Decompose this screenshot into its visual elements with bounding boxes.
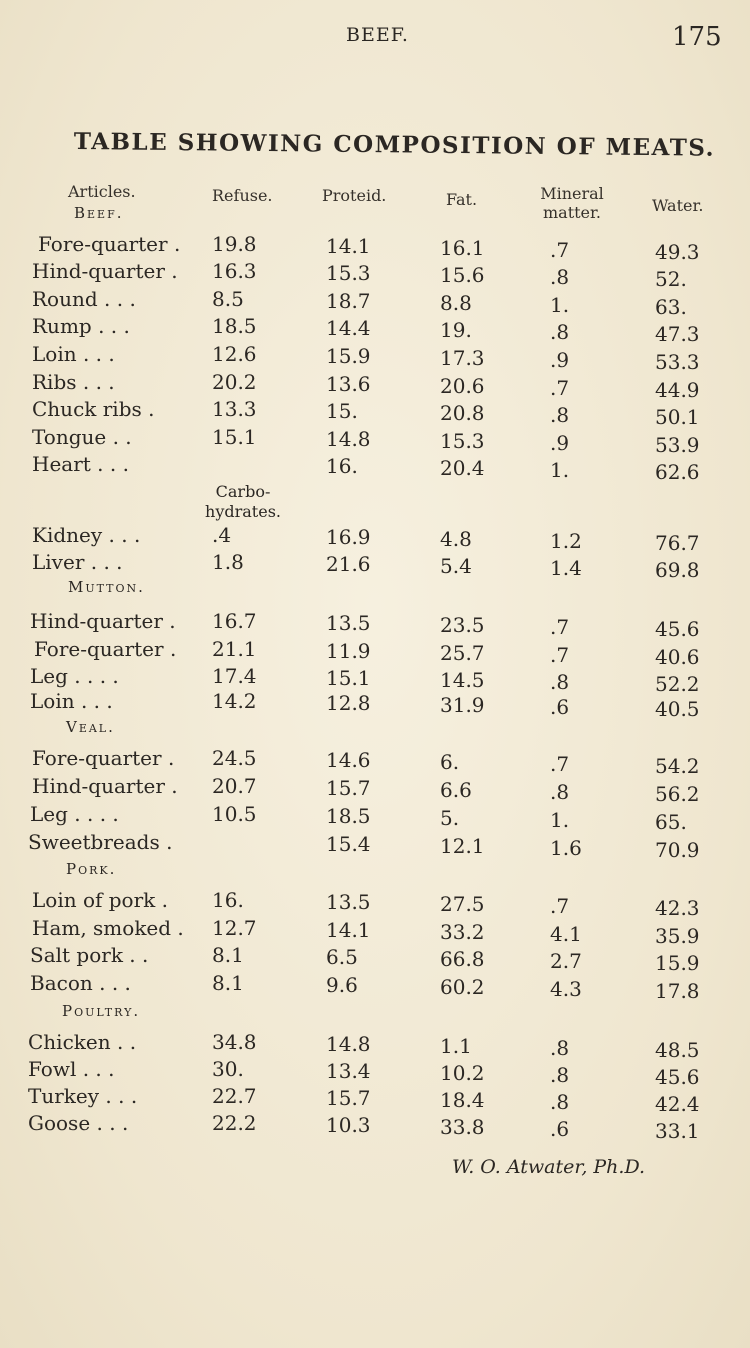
table-row bbox=[0, 259, 750, 291]
article-name: Hind-quarter . bbox=[32, 259, 178, 283]
water-value: 62.6 bbox=[655, 460, 700, 484]
water-value: 15.9 bbox=[655, 951, 700, 975]
article-name: Bacon . . . bbox=[30, 971, 131, 995]
article-name: Turkey . . . bbox=[28, 1084, 138, 1108]
table-row bbox=[0, 314, 750, 346]
mineral-value: 4.1 bbox=[550, 922, 582, 946]
fat-value: 23.5 bbox=[440, 613, 485, 637]
proteid-value: 15.7 bbox=[326, 776, 371, 800]
refuse-value: 34.8 bbox=[212, 1030, 257, 1054]
table-row bbox=[0, 287, 750, 319]
table-row bbox=[0, 971, 750, 1003]
refuse-value: 17.4 bbox=[212, 664, 257, 688]
proteid-value: 15.9 bbox=[326, 344, 371, 368]
refuse-value: 12.7 bbox=[212, 916, 257, 940]
article-name: Fore-quarter . bbox=[32, 746, 175, 770]
table-row bbox=[0, 637, 750, 669]
mineral-value: 2.7 bbox=[550, 949, 582, 973]
article-name: Liver . . . bbox=[32, 550, 123, 574]
article-name: Round . . . bbox=[32, 287, 136, 311]
refuse-value: 8.5 bbox=[212, 287, 244, 311]
fat-value: 5. bbox=[440, 806, 460, 830]
article-name: Tongue . . bbox=[32, 425, 132, 449]
refuse-value: 21.1 bbox=[212, 637, 257, 661]
water-value: 17.8 bbox=[655, 979, 700, 1003]
mineral-value: .8 bbox=[550, 1036, 570, 1060]
table-row bbox=[0, 523, 750, 555]
proteid-value: 13.5 bbox=[326, 890, 371, 914]
header-fat: Fat. bbox=[446, 190, 478, 209]
proteid-value: 13.5 bbox=[326, 611, 371, 635]
fat-value: 33.8 bbox=[440, 1115, 485, 1139]
refuse-value: 16.7 bbox=[212, 609, 257, 633]
refuse-value: 8.1 bbox=[212, 971, 244, 995]
article-name: Kidney . . . bbox=[32, 523, 141, 547]
refuse-value: 20.7 bbox=[212, 774, 257, 798]
mineral-value: .7 bbox=[550, 894, 570, 918]
mineral-value: .6 bbox=[550, 695, 570, 719]
fat-value: 6.6 bbox=[440, 778, 472, 802]
water-value: 70.9 bbox=[655, 838, 700, 862]
article-name: Chicken . . bbox=[28, 1030, 137, 1054]
proteid-value: 15. bbox=[326, 399, 358, 423]
table-row bbox=[0, 425, 750, 457]
proteid-value: 18.5 bbox=[326, 804, 371, 828]
carbohydrates-line2: hydrates. bbox=[205, 502, 281, 521]
water-value: 42.3 bbox=[655, 896, 700, 920]
proteid-value: 16.9 bbox=[326, 525, 371, 549]
mineral-value: .8 bbox=[550, 265, 570, 289]
section-heading: Beef. bbox=[74, 204, 124, 222]
table-row bbox=[0, 746, 750, 778]
fat-value: 12.1 bbox=[440, 834, 485, 858]
mineral-value: .8 bbox=[550, 670, 570, 694]
refuse-value: 19.8 bbox=[212, 232, 257, 256]
proteid-value: 13.4 bbox=[326, 1059, 371, 1083]
fat-value: 4.8 bbox=[440, 527, 472, 551]
fat-value: 14.5 bbox=[440, 668, 485, 692]
water-value: 47.3 bbox=[655, 322, 700, 346]
section-heading: Veal. bbox=[66, 718, 115, 736]
refuse-value: 8.1 bbox=[212, 943, 244, 967]
water-value: 65. bbox=[655, 810, 687, 834]
header-articles: Articles. bbox=[68, 182, 136, 201]
mineral-value: .7 bbox=[550, 752, 570, 776]
header-proteid: Proteid. bbox=[322, 186, 387, 205]
article-name: Salt pork . . bbox=[30, 943, 149, 967]
fat-value: 18.4 bbox=[440, 1088, 485, 1112]
proteid-value: 11.9 bbox=[326, 639, 371, 663]
refuse-value: 20.2 bbox=[212, 370, 257, 394]
table-row bbox=[0, 664, 750, 696]
table-row bbox=[0, 397, 750, 429]
refuse-value: 16. bbox=[212, 888, 244, 912]
article-name: Rump . . . bbox=[32, 314, 130, 338]
article-name: Loin . . . bbox=[32, 342, 115, 366]
proteid-value: 21.6 bbox=[326, 552, 371, 576]
article-name: Goose . . . bbox=[28, 1111, 129, 1135]
table-row bbox=[0, 916, 750, 948]
water-value: 50.1 bbox=[655, 405, 700, 429]
article-name: Loin of pork . bbox=[32, 888, 168, 912]
table-row bbox=[0, 1084, 750, 1116]
water-value: 33.1 bbox=[655, 1119, 700, 1143]
refuse-value: 14.2 bbox=[212, 689, 257, 713]
mineral-value: .8 bbox=[550, 1090, 570, 1114]
proteid-value: 14.6 bbox=[326, 748, 371, 772]
header-water: Water. bbox=[652, 196, 704, 215]
mineral-value: .9 bbox=[550, 348, 570, 372]
section-heading: Poultry. bbox=[62, 1002, 141, 1020]
table-row bbox=[0, 370, 750, 402]
mineral-value: 1.6 bbox=[550, 836, 582, 860]
article-name: Hind-quarter . bbox=[30, 609, 176, 633]
refuse-value: 10.5 bbox=[212, 802, 257, 826]
water-value: 45.6 bbox=[655, 1065, 700, 1089]
water-value: 49.3 bbox=[655, 240, 700, 264]
mineral-value: 1. bbox=[550, 293, 570, 317]
proteid-value: 13.6 bbox=[326, 372, 371, 396]
proteid-value: 12.8 bbox=[326, 691, 371, 715]
proteid-value: 15.3 bbox=[326, 261, 371, 285]
proteid-value: 14.1 bbox=[326, 918, 371, 942]
refuse-value: 18.5 bbox=[212, 314, 257, 338]
fat-value: 1.1 bbox=[440, 1034, 472, 1058]
water-value: 42.4 bbox=[655, 1092, 700, 1116]
table-row bbox=[0, 452, 750, 484]
table-row bbox=[0, 689, 750, 721]
water-value: 54.2 bbox=[655, 754, 700, 778]
refuse-value: .4 bbox=[212, 523, 232, 547]
article-name: Sweetbreads . bbox=[28, 830, 173, 854]
article-name: Ribs . . . bbox=[32, 370, 115, 394]
fat-value: 33.2 bbox=[440, 920, 485, 944]
water-value: 69.8 bbox=[655, 558, 700, 582]
water-value: 40.5 bbox=[655, 697, 700, 721]
fat-value: 19. bbox=[440, 318, 472, 342]
table-row bbox=[0, 774, 750, 806]
fat-value: 6. bbox=[440, 750, 460, 774]
table-row bbox=[0, 550, 750, 582]
mineral-value: .6 bbox=[550, 1117, 570, 1141]
proteid-value: 15.4 bbox=[326, 832, 371, 856]
fat-value: 20.6 bbox=[440, 374, 485, 398]
article-name: Loin . . . bbox=[30, 689, 113, 713]
mineral-value: .8 bbox=[550, 403, 570, 427]
mineral-value: 1. bbox=[550, 808, 570, 832]
fat-value: 15.3 bbox=[440, 429, 485, 453]
mineral-value: .8 bbox=[550, 320, 570, 344]
table-row bbox=[0, 802, 750, 834]
fat-value: 31.9 bbox=[440, 693, 485, 717]
water-value: 48.5 bbox=[655, 1038, 700, 1062]
article-name: Heart . . . bbox=[32, 452, 129, 476]
article-name: Fowl . . . bbox=[28, 1057, 115, 1081]
water-value: 40.6 bbox=[655, 645, 700, 669]
mineral-value: 1. bbox=[550, 458, 570, 482]
header-mineral-line2: matter. bbox=[542, 203, 601, 222]
proteid-value: 14.8 bbox=[326, 427, 371, 451]
section-heading: Mutton. bbox=[68, 578, 145, 596]
mineral-value: .7 bbox=[550, 238, 570, 262]
proteid-value: 15.1 bbox=[326, 666, 371, 690]
table-row bbox=[0, 1111, 750, 1143]
water-value: 35.9 bbox=[655, 924, 700, 948]
proteid-value: 9.6 bbox=[326, 973, 358, 997]
refuse-value: 22.7 bbox=[212, 1084, 257, 1108]
table-row bbox=[0, 1030, 750, 1062]
carbohydrates-line1: Carbo- bbox=[215, 482, 271, 501]
refuse-value: 13.3 bbox=[212, 397, 257, 421]
table-row bbox=[0, 342, 750, 374]
refuse-value: 22.2 bbox=[212, 1111, 257, 1135]
header-mineral-line1: Mineral bbox=[540, 184, 604, 203]
refuse-value: 15.1 bbox=[212, 425, 257, 449]
mineral-value: 4.3 bbox=[550, 977, 582, 1001]
page-number: 175 bbox=[672, 22, 722, 52]
mineral-value: .8 bbox=[550, 1063, 570, 1087]
water-value: 53.9 bbox=[655, 433, 700, 457]
mineral-value: .9 bbox=[550, 431, 570, 455]
mineral-value: .7 bbox=[550, 643, 570, 667]
proteid-value: 14.1 bbox=[326, 234, 371, 258]
table-row bbox=[0, 609, 750, 641]
carbohydrates-header bbox=[195, 482, 291, 522]
fat-value: 20.4 bbox=[440, 456, 485, 480]
proteid-value: 14.8 bbox=[326, 1032, 371, 1056]
refuse-value: 24.5 bbox=[212, 746, 257, 770]
refuse-value: 12.6 bbox=[212, 342, 257, 366]
fat-value: 5.4 bbox=[440, 554, 472, 578]
article-name: Fore-quarter . bbox=[34, 637, 177, 661]
article-name: Leg . . . . bbox=[30, 802, 119, 826]
mineral-value: .8 bbox=[550, 780, 570, 804]
fat-value: 20.8 bbox=[440, 401, 485, 425]
fat-value: 66.8 bbox=[440, 947, 485, 971]
proteid-value: 15.7 bbox=[326, 1086, 371, 1110]
article-name: Hind-quarter . bbox=[32, 774, 178, 798]
table-row bbox=[0, 943, 750, 975]
proteid-value: 6.5 bbox=[326, 945, 358, 969]
article-name: Fore-quarter . bbox=[38, 232, 181, 256]
mineral-value: 1.4 bbox=[550, 556, 582, 580]
proteid-value: 14.4 bbox=[326, 316, 371, 340]
mineral-value: .7 bbox=[550, 376, 570, 400]
proteid-value: 10.3 bbox=[326, 1113, 371, 1137]
header-refuse: Refuse. bbox=[212, 186, 273, 205]
fat-value: 10.2 bbox=[440, 1061, 485, 1085]
running-head bbox=[0, 22, 750, 52]
mineral-value: .7 bbox=[550, 615, 570, 639]
table-title: TABLE SHOWING COMPOSITION OF MEATS. bbox=[73, 128, 716, 162]
water-value: 44.9 bbox=[655, 378, 700, 402]
article-name: Ham, smoked . bbox=[32, 916, 184, 940]
refuse-value: 1.8 bbox=[212, 550, 244, 574]
fat-value: 16.1 bbox=[440, 236, 485, 260]
fat-value: 8.8 bbox=[440, 291, 472, 315]
refuse-value: 16.3 bbox=[212, 259, 257, 283]
author-signature: W. O. Atwater, Ph.D. bbox=[452, 1156, 646, 1178]
proteid-value: 18.7 bbox=[326, 289, 371, 313]
mineral-value: 1.2 bbox=[550, 529, 582, 553]
fat-value: 15.6 bbox=[440, 263, 485, 287]
water-value: 76.7 bbox=[655, 531, 700, 555]
article-name: Chuck ribs . bbox=[32, 397, 155, 421]
header-mineral bbox=[528, 184, 616, 222]
water-value: 53.3 bbox=[655, 350, 700, 374]
proteid-value: 16. bbox=[326, 454, 358, 478]
water-value: 45.6 bbox=[655, 617, 700, 641]
water-value: 56.2 bbox=[655, 782, 700, 806]
refuse-value: 30. bbox=[212, 1057, 244, 1081]
water-value: 63. bbox=[655, 295, 687, 319]
fat-value: 27.5 bbox=[440, 892, 485, 916]
fat-value: 25.7 bbox=[440, 641, 485, 665]
table-row bbox=[0, 232, 750, 264]
running-head-title: BEEF. bbox=[346, 24, 409, 46]
table-row bbox=[0, 830, 750, 862]
fat-value: 17.3 bbox=[440, 346, 485, 370]
table-row bbox=[0, 888, 750, 920]
article-name: Leg . . . . bbox=[30, 664, 119, 688]
section-heading: Pork. bbox=[66, 860, 117, 878]
fat-value: 60.2 bbox=[440, 975, 485, 999]
water-value: 52. bbox=[655, 267, 687, 291]
water-value: 52.2 bbox=[655, 672, 700, 696]
table-row bbox=[0, 1057, 750, 1089]
